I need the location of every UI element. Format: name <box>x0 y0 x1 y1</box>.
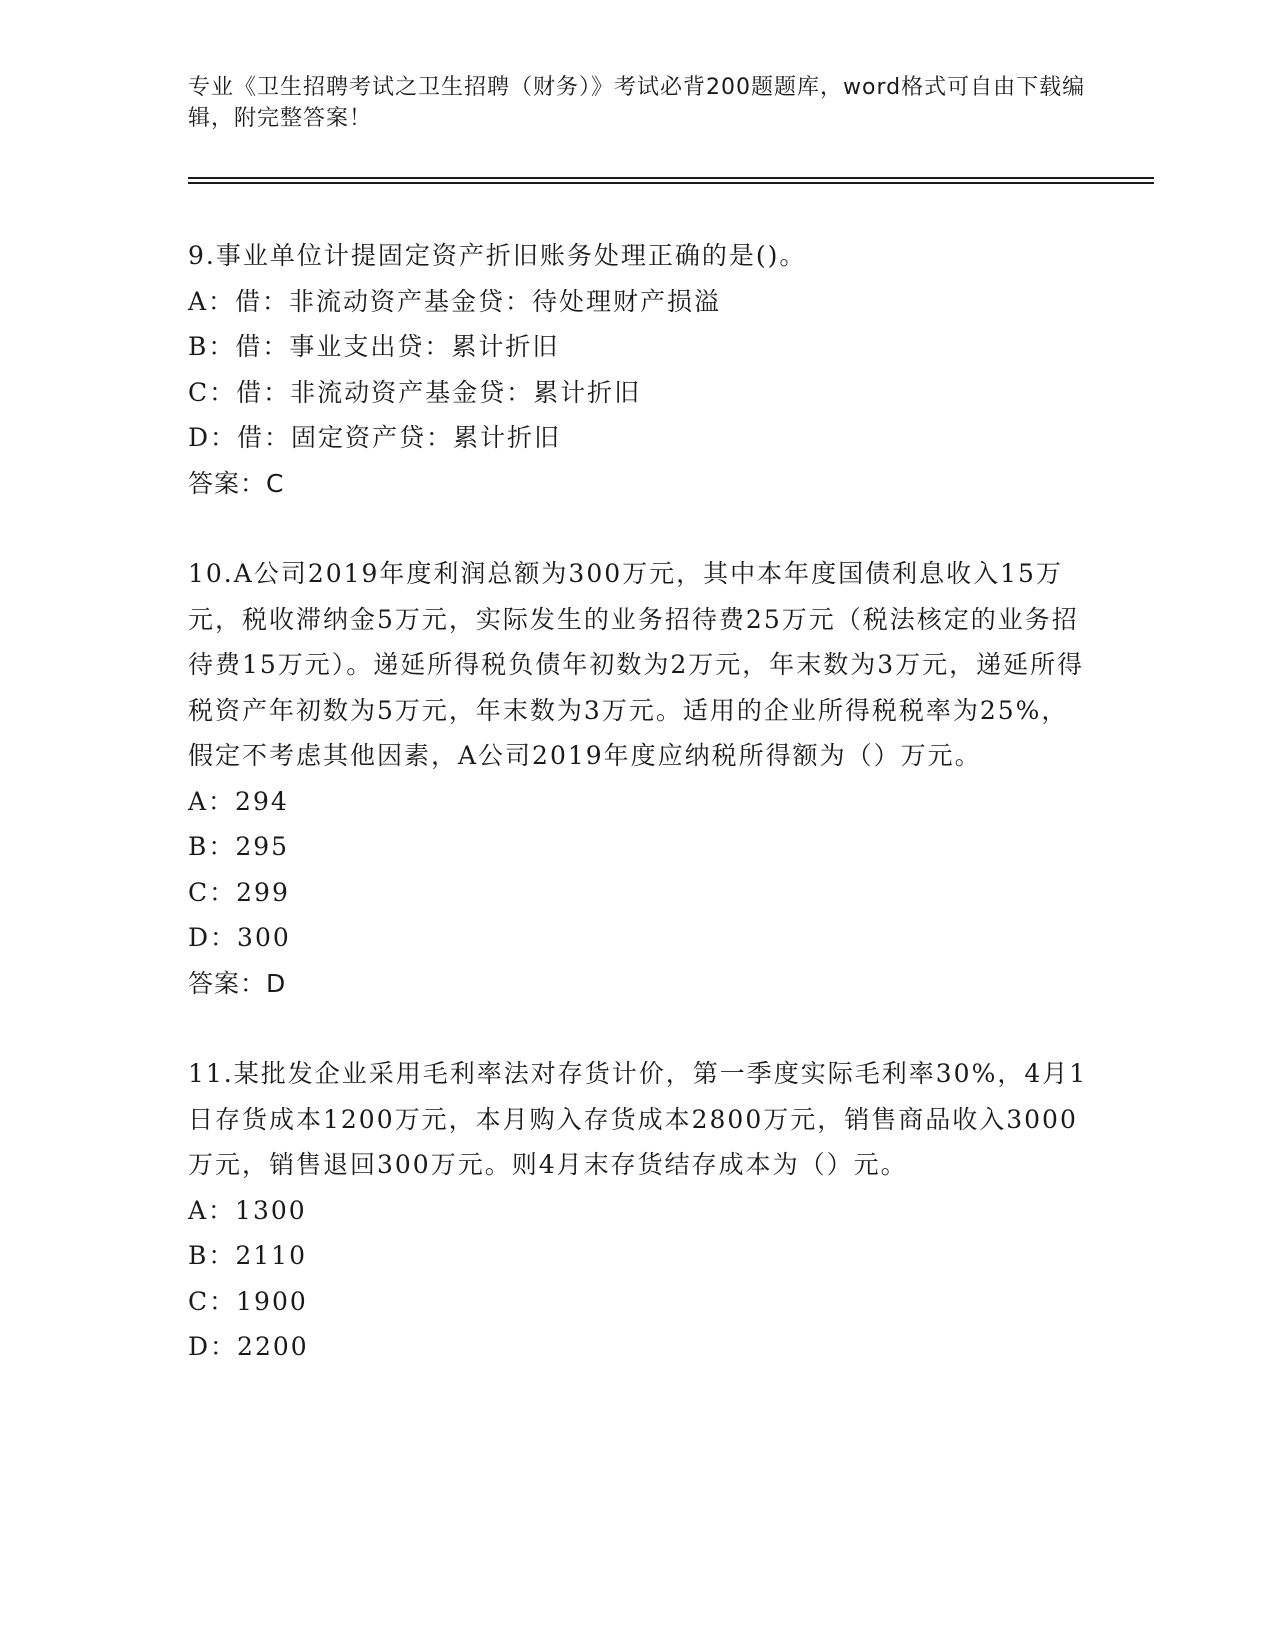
option-a: A：1300 <box>188 1195 307 1225</box>
header-text: 专业《卫生招聘考试之卫生招聘（财务）》考试必背200题题库，word格式可自由下载编辑，附完整答案！ <box>188 75 1086 131</box>
answer-label: 答案：D <box>188 968 287 998</box>
header-rule-bottom <box>188 182 1154 184</box>
option-d: D：300 <box>188 923 291 952</box>
option-a: A：294 <box>188 786 289 816</box>
question-stem: 10.A公司2019年度利润总额为300万元，其中本年度国债利息收入15万元，税收滞纳金5万元，实际发生的业务招待费25万元（税法核定的业务招待费15万元）。递延所得税负债年初数为2万元，年末数为3万元，递延所得税资产年初数为5万元，年末数为3万元。适用的企业所得税税率为25%，假定不考虑其他因素，A公司2019年度应纳税所得额为（）万元。 <box>188 559 1085 770</box>
header-rule-top <box>188 177 1154 179</box>
question-list <box>188 233 1088 1370</box>
option-b: B：借：事业支出贷：累计折旧 <box>188 332 560 361</box>
option-c: C：1900 <box>188 1286 308 1316</box>
question-spacer <box>188 1006 1088 1051</box>
option-c: C：299 <box>188 877 290 907</box>
option-d: D：借：固定资产贷：累计折旧 <box>188 423 562 452</box>
question-10 <box>188 551 1088 1006</box>
question-stem: 9.事业单位计提固定资产折旧账务处理正确的是()。 <box>188 241 807 270</box>
question-9 <box>188 233 1088 506</box>
option-b: B：2110 <box>188 1241 307 1270</box>
answer-label: 答案：C <box>188 468 285 498</box>
option-a: A：借：非流动资产基金贷：待处理财产损溢 <box>188 286 722 316</box>
question-spacer <box>188 506 1088 551</box>
option-b: B：295 <box>188 832 290 861</box>
question-stem: 11.某批发企业采用毛利率法对存货计价，第一季度实际毛利率30%，4月1日存货成本1200万元，本月购入存货成本2800万元，销售商品收入3000万元，销售退回300万元。则4月末存货结存成本为（）元。 <box>188 1059 1088 1179</box>
option-c: C：借：非流动资产基金贷：累计折旧 <box>188 377 642 407</box>
document-header <box>188 72 1088 134</box>
option-d: D：2200 <box>188 1332 309 1361</box>
question-11 <box>188 1051 1088 1370</box>
